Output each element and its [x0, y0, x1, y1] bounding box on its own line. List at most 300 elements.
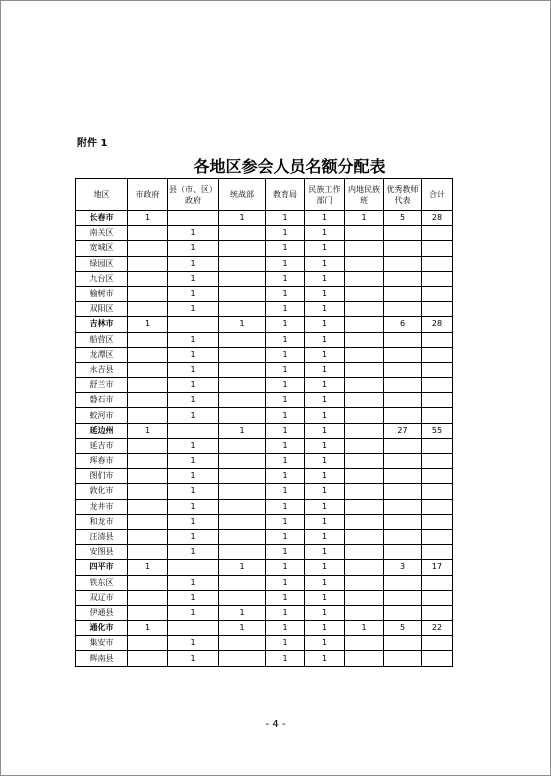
count-cell: 1: [305, 256, 345, 271]
table-row-county: [76, 302, 453, 317]
total-cell: [422, 302, 453, 317]
count-cell: 1: [219, 560, 266, 575]
count-cell: 1: [168, 302, 219, 317]
count-cell: [128, 529, 168, 544]
count-cell: [128, 484, 168, 499]
count-cell: [219, 393, 266, 408]
total-cell: [422, 499, 453, 514]
count-cell: 1: [266, 636, 305, 651]
region-name-cell: 舒兰市: [76, 378, 128, 393]
count-cell: 1: [266, 454, 305, 469]
total-cell: 28: [422, 211, 453, 226]
region-name-cell: 汪清县: [76, 529, 128, 544]
count-cell: 1: [168, 332, 219, 347]
count-cell: [128, 347, 168, 362]
table-row-county: [76, 378, 453, 393]
count-cell: 1: [266, 211, 305, 226]
count-cell: [219, 438, 266, 453]
count-cell: 1: [305, 241, 345, 256]
table-row-county: [76, 271, 453, 286]
count-cell: 1: [266, 423, 305, 438]
count-cell: 1: [305, 529, 345, 544]
count-cell: [128, 590, 168, 605]
total-cell: [422, 271, 453, 286]
count-cell: 1: [128, 211, 168, 226]
count-cell: [384, 271, 422, 286]
count-cell: [345, 347, 384, 362]
column-header: 内地民族班: [345, 179, 384, 211]
count-cell: 1: [305, 302, 345, 317]
count-cell: [128, 454, 168, 469]
count-cell: [219, 302, 266, 317]
count-cell: 1: [168, 226, 219, 241]
count-cell: [345, 469, 384, 484]
table-row-county: [76, 575, 453, 590]
count-cell: 1: [219, 423, 266, 438]
count-cell: [345, 438, 384, 453]
count-cell: 1: [128, 423, 168, 438]
count-cell: 1: [168, 378, 219, 393]
count-cell: 1: [305, 454, 345, 469]
table-row-county: [76, 256, 453, 271]
region-name-cell: 吉林市: [76, 317, 128, 332]
count-cell: 1: [168, 256, 219, 271]
total-cell: [422, 408, 453, 423]
count-cell: 1: [305, 499, 345, 514]
count-cell: [219, 636, 266, 651]
total-cell: 22: [422, 621, 453, 636]
table-row-county: [76, 347, 453, 362]
count-cell: 1: [266, 408, 305, 423]
total-cell: 55: [422, 423, 453, 438]
count-cell: [128, 226, 168, 241]
count-cell: [128, 362, 168, 377]
count-cell: 1: [266, 347, 305, 362]
total-cell: [422, 590, 453, 605]
count-cell: [219, 347, 266, 362]
count-cell: [168, 621, 219, 636]
count-cell: 1: [168, 529, 219, 544]
table-row-city: [76, 423, 453, 438]
count-cell: 1: [305, 408, 345, 423]
total-cell: [422, 454, 453, 469]
count-cell: [345, 332, 384, 347]
count-cell: [219, 469, 266, 484]
count-cell: [345, 362, 384, 377]
count-cell: [345, 241, 384, 256]
attachment-label: 附件 1: [77, 138, 108, 149]
allocation-table: [75, 178, 453, 667]
count-cell: [384, 393, 422, 408]
count-cell: 1: [168, 590, 219, 605]
count-cell: [219, 226, 266, 241]
count-cell: 1: [305, 621, 345, 636]
table-row-city: [76, 211, 453, 226]
table-row-county: [76, 469, 453, 484]
count-cell: [219, 514, 266, 529]
count-cell: [219, 408, 266, 423]
region-name-cell: 敦化市: [76, 484, 128, 499]
region-name-cell: 通化市: [76, 621, 128, 636]
count-cell: [345, 271, 384, 286]
total-cell: [422, 256, 453, 271]
count-cell: 1: [266, 332, 305, 347]
table-row-county: [76, 590, 453, 605]
region-name-cell: 延边州: [76, 423, 128, 438]
count-cell: 1: [266, 378, 305, 393]
count-cell: [219, 256, 266, 271]
count-cell: [345, 560, 384, 575]
count-cell: 1: [266, 514, 305, 529]
count-cell: [384, 226, 422, 241]
count-cell: [219, 499, 266, 514]
count-cell: 1: [266, 469, 305, 484]
region-name-cell: 龙潭区: [76, 347, 128, 362]
count-cell: [219, 378, 266, 393]
count-cell: [384, 590, 422, 605]
count-cell: 1: [128, 560, 168, 575]
total-cell: [422, 286, 453, 301]
table-row-county: [76, 651, 453, 666]
column-header: 合计: [422, 179, 453, 211]
count-cell: [384, 469, 422, 484]
count-cell: 1: [168, 545, 219, 560]
count-cell: [168, 317, 219, 332]
count-cell: [384, 484, 422, 499]
count-cell: [128, 636, 168, 651]
count-cell: 1: [168, 575, 219, 590]
count-cell: [219, 651, 266, 666]
count-cell: 1: [266, 317, 305, 332]
total-cell: [422, 347, 453, 362]
count-cell: 1: [345, 621, 384, 636]
count-cell: 1: [266, 302, 305, 317]
count-cell: [345, 605, 384, 620]
total-cell: [422, 605, 453, 620]
count-cell: [128, 332, 168, 347]
count-cell: 1: [266, 575, 305, 590]
total-cell: [422, 241, 453, 256]
count-cell: [128, 499, 168, 514]
count-cell: [128, 241, 168, 256]
count-cell: [168, 211, 219, 226]
count-cell: 1: [168, 651, 219, 666]
count-cell: 1: [168, 286, 219, 301]
table-row-county: [76, 332, 453, 347]
table-row-city: [76, 317, 453, 332]
count-cell: 1: [168, 605, 219, 620]
total-cell: [422, 469, 453, 484]
region-name-cell: 绿园区: [76, 256, 128, 271]
count-cell: [384, 454, 422, 469]
count-cell: [345, 575, 384, 590]
region-name-cell: 船营区: [76, 332, 128, 347]
count-cell: [128, 302, 168, 317]
count-cell: [345, 317, 384, 332]
count-cell: [384, 636, 422, 651]
region-name-cell: 宽城区: [76, 241, 128, 256]
count-cell: 1: [266, 545, 305, 560]
total-cell: 17: [422, 560, 453, 575]
count-cell: [384, 529, 422, 544]
count-cell: [128, 378, 168, 393]
count-cell: 1: [266, 651, 305, 666]
count-cell: 1: [305, 211, 345, 226]
table-row-county: [76, 636, 453, 651]
count-cell: [384, 332, 422, 347]
region-name-cell: 辉南县: [76, 651, 128, 666]
count-cell: [384, 575, 422, 590]
region-name-cell: 双辽市: [76, 590, 128, 605]
count-cell: 1: [305, 393, 345, 408]
column-header: 民族工作部门: [305, 179, 345, 211]
header-row: [76, 179, 453, 211]
table-row-county: [76, 529, 453, 544]
count-cell: [345, 286, 384, 301]
count-cell: [128, 514, 168, 529]
count-cell: [345, 651, 384, 666]
count-cell: 1: [305, 362, 345, 377]
region-name-cell: 龙井市: [76, 499, 128, 514]
count-cell: [128, 605, 168, 620]
region-name-cell: 四平市: [76, 560, 128, 575]
count-cell: [219, 484, 266, 499]
count-cell: 1: [168, 393, 219, 408]
region-name-cell: 永吉县: [76, 362, 128, 377]
count-cell: 1: [266, 256, 305, 271]
region-name-cell: 南关区: [76, 226, 128, 241]
count-cell: [384, 438, 422, 453]
count-cell: [384, 605, 422, 620]
count-cell: [345, 378, 384, 393]
count-cell: [384, 256, 422, 271]
count-cell: 3: [384, 560, 422, 575]
count-cell: 1: [219, 317, 266, 332]
table-row-county: [76, 362, 453, 377]
table-row-county: [76, 514, 453, 529]
region-name-cell: 双阳区: [76, 302, 128, 317]
count-cell: 6: [384, 317, 422, 332]
region-name-cell: 九台区: [76, 271, 128, 286]
count-cell: [384, 286, 422, 301]
count-cell: [384, 499, 422, 514]
count-cell: 1: [168, 362, 219, 377]
count-cell: [219, 454, 266, 469]
count-cell: 1: [305, 226, 345, 241]
count-cell: 1: [128, 317, 168, 332]
table-row-county: [76, 438, 453, 453]
count-cell: 1: [305, 347, 345, 362]
table-row-county: [76, 393, 453, 408]
count-cell: 1: [168, 499, 219, 514]
count-cell: 1: [168, 438, 219, 453]
region-name-cell: 榆树市: [76, 286, 128, 301]
table-header: [76, 179, 453, 211]
count-cell: 1: [266, 560, 305, 575]
count-cell: [128, 545, 168, 560]
count-cell: 1: [305, 590, 345, 605]
region-name-cell: 和龙市: [76, 514, 128, 529]
count-cell: [219, 271, 266, 286]
count-cell: 1: [305, 423, 345, 438]
count-cell: 1: [266, 241, 305, 256]
count-cell: [219, 332, 266, 347]
count-cell: [128, 408, 168, 423]
count-cell: 1: [266, 362, 305, 377]
count-cell: [384, 241, 422, 256]
total-cell: [422, 484, 453, 499]
column-header: 优秀教师代表: [384, 179, 422, 211]
count-cell: [345, 499, 384, 514]
total-cell: [422, 438, 453, 453]
count-cell: [128, 393, 168, 408]
column-header: 市政府: [128, 179, 168, 211]
table-row-city: [76, 621, 453, 636]
count-cell: 1: [305, 271, 345, 286]
count-cell: [384, 408, 422, 423]
count-cell: 1: [168, 347, 219, 362]
document-title: 各地区参会人员名额分配表: [193, 157, 386, 176]
region-name-cell: 伊通县: [76, 605, 128, 620]
count-cell: [128, 256, 168, 271]
table-row-city: [76, 560, 453, 575]
total-cell: [422, 226, 453, 241]
count-cell: 1: [219, 211, 266, 226]
count-cell: [384, 545, 422, 560]
count-cell: [345, 226, 384, 241]
count-cell: 1: [266, 438, 305, 453]
count-cell: 1: [168, 636, 219, 651]
count-cell: [345, 393, 384, 408]
count-cell: [219, 590, 266, 605]
count-cell: [128, 438, 168, 453]
table-row-county: [76, 408, 453, 423]
count-cell: 1: [168, 454, 219, 469]
count-cell: [345, 484, 384, 499]
count-cell: [168, 560, 219, 575]
count-cell: [384, 651, 422, 666]
total-cell: 28: [422, 317, 453, 332]
count-cell: [345, 423, 384, 438]
count-cell: 1: [168, 271, 219, 286]
count-cell: [345, 454, 384, 469]
table-row-county: [76, 545, 453, 560]
column-header: 教育局: [266, 179, 305, 211]
column-header: 县（市、区）政府: [168, 179, 219, 211]
count-cell: 1: [305, 469, 345, 484]
count-cell: [345, 302, 384, 317]
count-cell: [128, 469, 168, 484]
table-row-county: [76, 286, 453, 301]
count-cell: 1: [305, 560, 345, 575]
count-cell: 1: [305, 545, 345, 560]
total-cell: [422, 393, 453, 408]
region-name-cell: 长春市: [76, 211, 128, 226]
column-header: 统战部: [219, 179, 266, 211]
table-row-county: [76, 499, 453, 514]
count-cell: 1: [168, 408, 219, 423]
region-name-cell: 图们市: [76, 469, 128, 484]
count-cell: 1: [305, 651, 345, 666]
table-row-county: [76, 454, 453, 469]
count-cell: 1: [219, 621, 266, 636]
total-cell: [422, 529, 453, 544]
count-cell: 1: [266, 590, 305, 605]
count-cell: [345, 529, 384, 544]
column-header: 地区: [76, 179, 128, 211]
region-name-cell: 安图县: [76, 545, 128, 560]
count-cell: 5: [384, 211, 422, 226]
count-cell: 1: [168, 484, 219, 499]
total-cell: [422, 545, 453, 560]
count-cell: 1: [266, 499, 305, 514]
total-cell: [422, 651, 453, 666]
count-cell: 1: [305, 484, 345, 499]
region-name-cell: 蛟河市: [76, 408, 128, 423]
count-cell: [384, 302, 422, 317]
count-cell: 1: [345, 211, 384, 226]
count-cell: [219, 362, 266, 377]
table-row-county: [76, 241, 453, 256]
count-cell: [384, 347, 422, 362]
count-cell: 1: [266, 605, 305, 620]
count-cell: 1: [305, 636, 345, 651]
region-name-cell: 磐石市: [76, 393, 128, 408]
count-cell: [345, 545, 384, 560]
count-cell: 1: [266, 484, 305, 499]
count-cell: 1: [266, 286, 305, 301]
region-name-cell: 珲春市: [76, 454, 128, 469]
count-cell: [219, 545, 266, 560]
count-cell: 5: [384, 621, 422, 636]
count-cell: 1: [305, 317, 345, 332]
table-body: [76, 211, 453, 667]
count-cell: [128, 271, 168, 286]
count-cell: 1: [266, 529, 305, 544]
count-cell: [128, 575, 168, 590]
count-cell: 1: [266, 621, 305, 636]
count-cell: [219, 241, 266, 256]
count-cell: 1: [219, 605, 266, 620]
count-cell: [384, 362, 422, 377]
count-cell: 1: [305, 514, 345, 529]
region-name-cell: 集安市: [76, 636, 128, 651]
count-cell: [345, 408, 384, 423]
total-cell: [422, 514, 453, 529]
total-cell: [422, 575, 453, 590]
count-cell: 1: [305, 605, 345, 620]
total-cell: [422, 332, 453, 347]
count-cell: 1: [266, 393, 305, 408]
count-cell: 1: [168, 241, 219, 256]
total-cell: [422, 362, 453, 377]
count-cell: [345, 636, 384, 651]
count-cell: [345, 514, 384, 529]
count-cell: [384, 378, 422, 393]
count-cell: [345, 256, 384, 271]
count-cell: 1: [305, 575, 345, 590]
region-name-cell: 铁东区: [76, 575, 128, 590]
count-cell: [384, 514, 422, 529]
count-cell: 1: [168, 469, 219, 484]
table-row-county: [76, 484, 453, 499]
count-cell: [219, 529, 266, 544]
count-cell: [168, 423, 219, 438]
count-cell: 1: [305, 332, 345, 347]
count-cell: 1: [168, 514, 219, 529]
total-cell: [422, 378, 453, 393]
count-cell: 1: [305, 286, 345, 301]
